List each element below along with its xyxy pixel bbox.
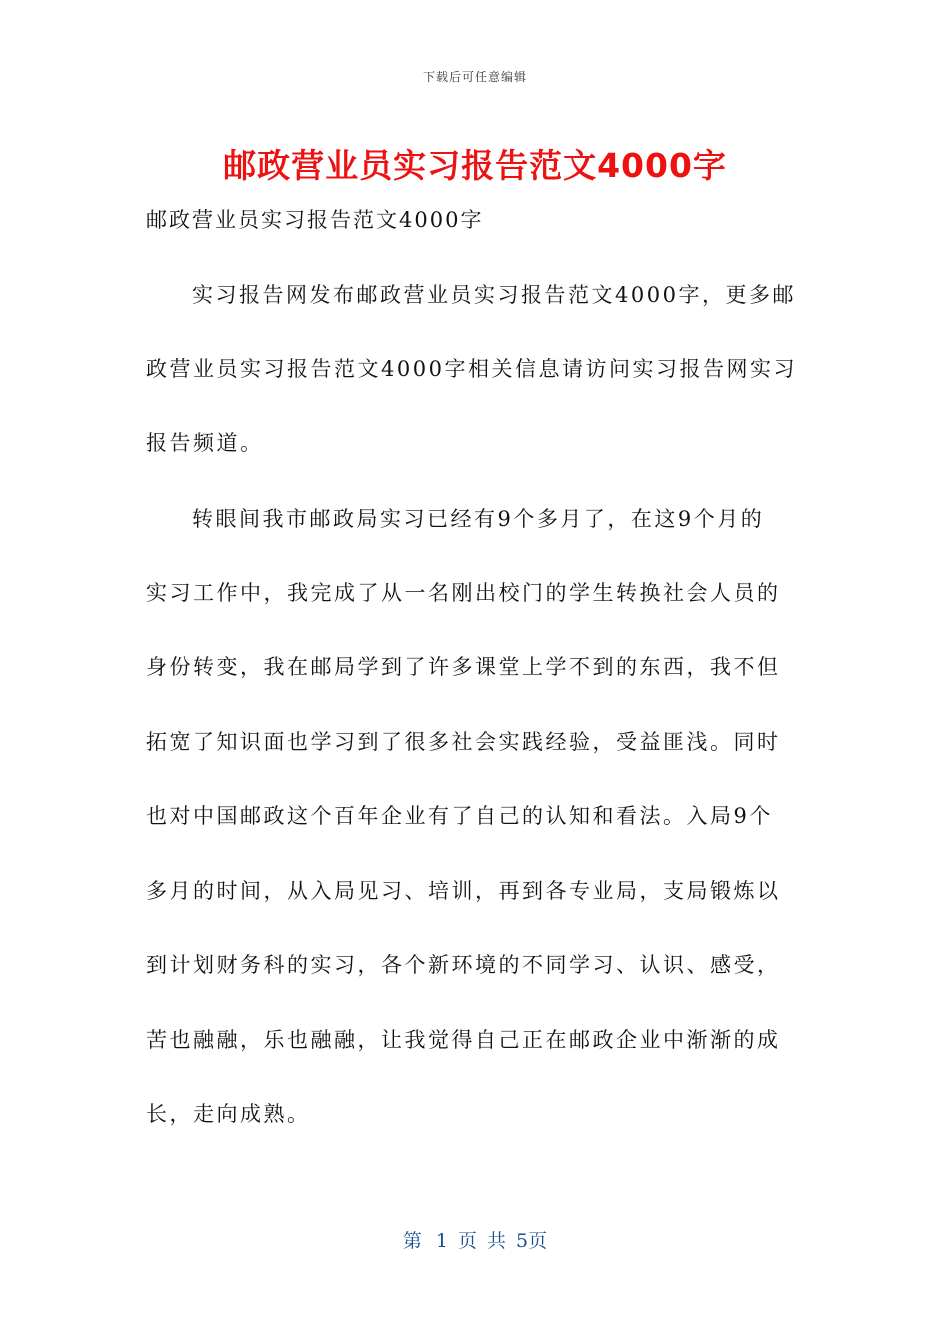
paragraph-2-line-7: 到计划财务科的实习，各个新环境的不同学习、认识、感受， xyxy=(146,953,781,977)
paragraph-1-line-2: 政营业员实习报告范文4000字相关信息请访问实习报告网实习 xyxy=(146,357,797,381)
paragraph-2-line-2: 实习工作中，我完成了从一名刚出校门的学生转换社会人员的 xyxy=(146,581,781,605)
footer-total-prefix: 共 xyxy=(487,1230,507,1252)
document-subtitle: 邮政营业员实习报告范文4000字 xyxy=(146,208,484,232)
paragraph-1-line-1: 实习报告网发布邮政营业员实习报告范文4000字，更多邮 xyxy=(192,283,796,307)
paragraph-1-line-3: 报告频道。 xyxy=(146,431,264,455)
paragraph-2-line-8: 苦也融融，乐也融融，让我觉得自己正在邮政企业中渐渐的成 xyxy=(146,1028,781,1052)
paragraph-2-line-3: 身份转变，我在邮局学到了许多课堂上学不到的东西，我不但 xyxy=(146,655,781,679)
document-title: 邮政营业员实习报告范文4000字 xyxy=(223,146,727,185)
footer-total-pages: 5页 xyxy=(516,1230,548,1252)
paragraph-2-line-9: 长，走向成熟。 xyxy=(146,1102,311,1126)
paragraph-2-line-4: 拓宽了知识面也学习到了很多社会实践经验，受益匪浅。同时 xyxy=(146,730,781,754)
header-note: 下载后可任意编辑 xyxy=(422,70,527,84)
footer-page-number: 1 xyxy=(435,1230,448,1252)
paragraph-2-line-1: 转眼间我市邮政局实习已经有9个多月了，在这9个月的 xyxy=(192,507,765,531)
paragraph-2-line-6: 多月的时间，从入局见习、培训，再到各专业局，支局锻炼以 xyxy=(146,879,781,903)
page-footer xyxy=(0,1226,950,1253)
footer-page-label: 页 xyxy=(457,1230,477,1252)
footer-page-prefix: 第 xyxy=(402,1230,422,1252)
paragraph-2-line-5: 也对中国邮政这个百年企业有了自己的认知和看法。入局9个 xyxy=(146,804,773,828)
